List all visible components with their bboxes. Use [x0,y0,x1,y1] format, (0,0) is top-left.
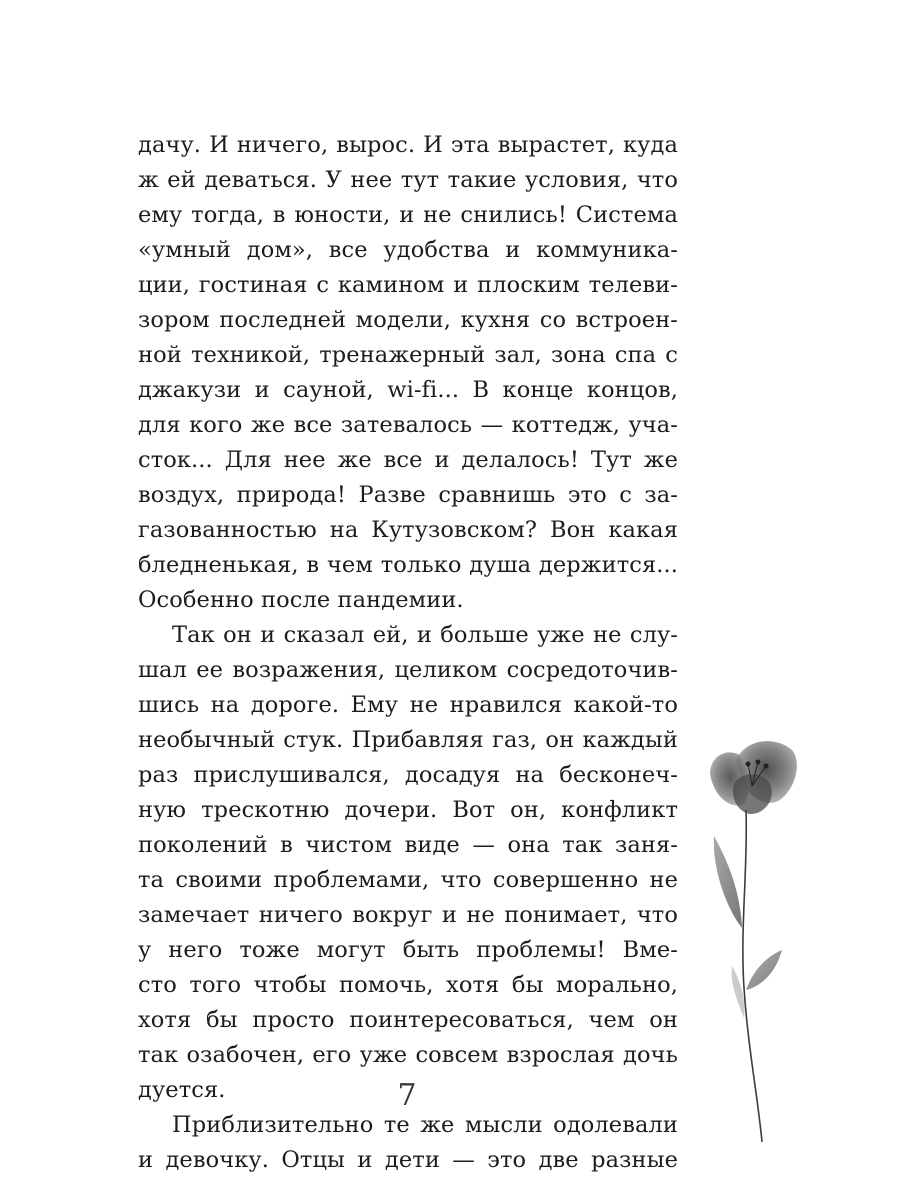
text-line: сток... Для нее же все и делалось! Тут же [138,447,678,473]
paragraph-2 [138,618,678,1108]
text-line: дачу. И ничего, вырос. И эта вырастет, куда [138,132,678,158]
flower-leaf [714,836,742,928]
text-line: воздух, природа! Разве сравнишь это с за- [138,482,678,508]
text-line: замечает ничего вокруг и не понимает, что [138,902,678,928]
text-line: ции, гостиная с камином и плоским телеви- [138,272,678,298]
page-number: 7 [397,1078,417,1113]
paragraph-3 [138,1108,678,1178]
text-line: ж ей деваться. У нее тут такие условия, что [138,167,678,193]
flower-petal [733,774,772,814]
text-line: и девочку. Отцы и дети — это две разные [138,1147,678,1173]
text-line: поколений в чистом виде — она так заня- [138,832,678,858]
body-text [138,128,678,1178]
flower-leaf [746,950,782,990]
text-line: джакузи и сауной, wi-fi... В конце концов, [138,377,678,403]
text-line: раз прислушивался, досадуя на бесконеч- [138,762,678,788]
text-line: для кого же все затевалось — коттедж, уча- [138,412,678,438]
flower-illustration [696,728,806,1148]
text-line: та своими проблемами, что совершенно не [138,867,678,893]
text-line: ную трескотню дочери. Вот он, конфликт [138,797,678,823]
text-line: хотя бы просто поинтересоваться, чем он [138,1007,678,1033]
text-line: бледненькая, в чем только душа держится... [138,552,678,578]
flower-leaf [732,966,745,1018]
text-line: Так он и сказал ей, и больше уже не слу- [172,622,678,648]
text-line: шал ее возражения, целиком сосредоточив- [138,657,678,683]
text-line: ной техникой, тренажерный зал, зона спа с [138,342,678,368]
text-line: так озабочен, его уже совсем взрослая дочь [138,1042,678,1068]
text-line: дуется. [138,1077,226,1103]
text-line: «умный дом», все удобства и коммуника- [138,237,678,263]
paragraph-1 [138,128,678,618]
text-line: ему тогда, в юности, и не снились! Система [138,202,678,228]
text-line: газованностью на Кутузовском? Вон какая [138,517,678,543]
text-line: Приблизительно те же мысли одолевали [172,1112,678,1138]
text-line: Особенно после пандемии. [138,587,464,613]
text-line: необычный стук. Прибавляя газ, он каждый [138,727,678,753]
text-line: шись на дороге. Ему не нравился какой-то [138,692,678,718]
text-line: зором последней модели, кухня со встроен- [138,307,678,333]
text-line: у него тоже могут быть проблемы! Вме- [138,937,678,963]
text-line: сто того чтобы помочь, хотя бы морально, [138,972,678,998]
